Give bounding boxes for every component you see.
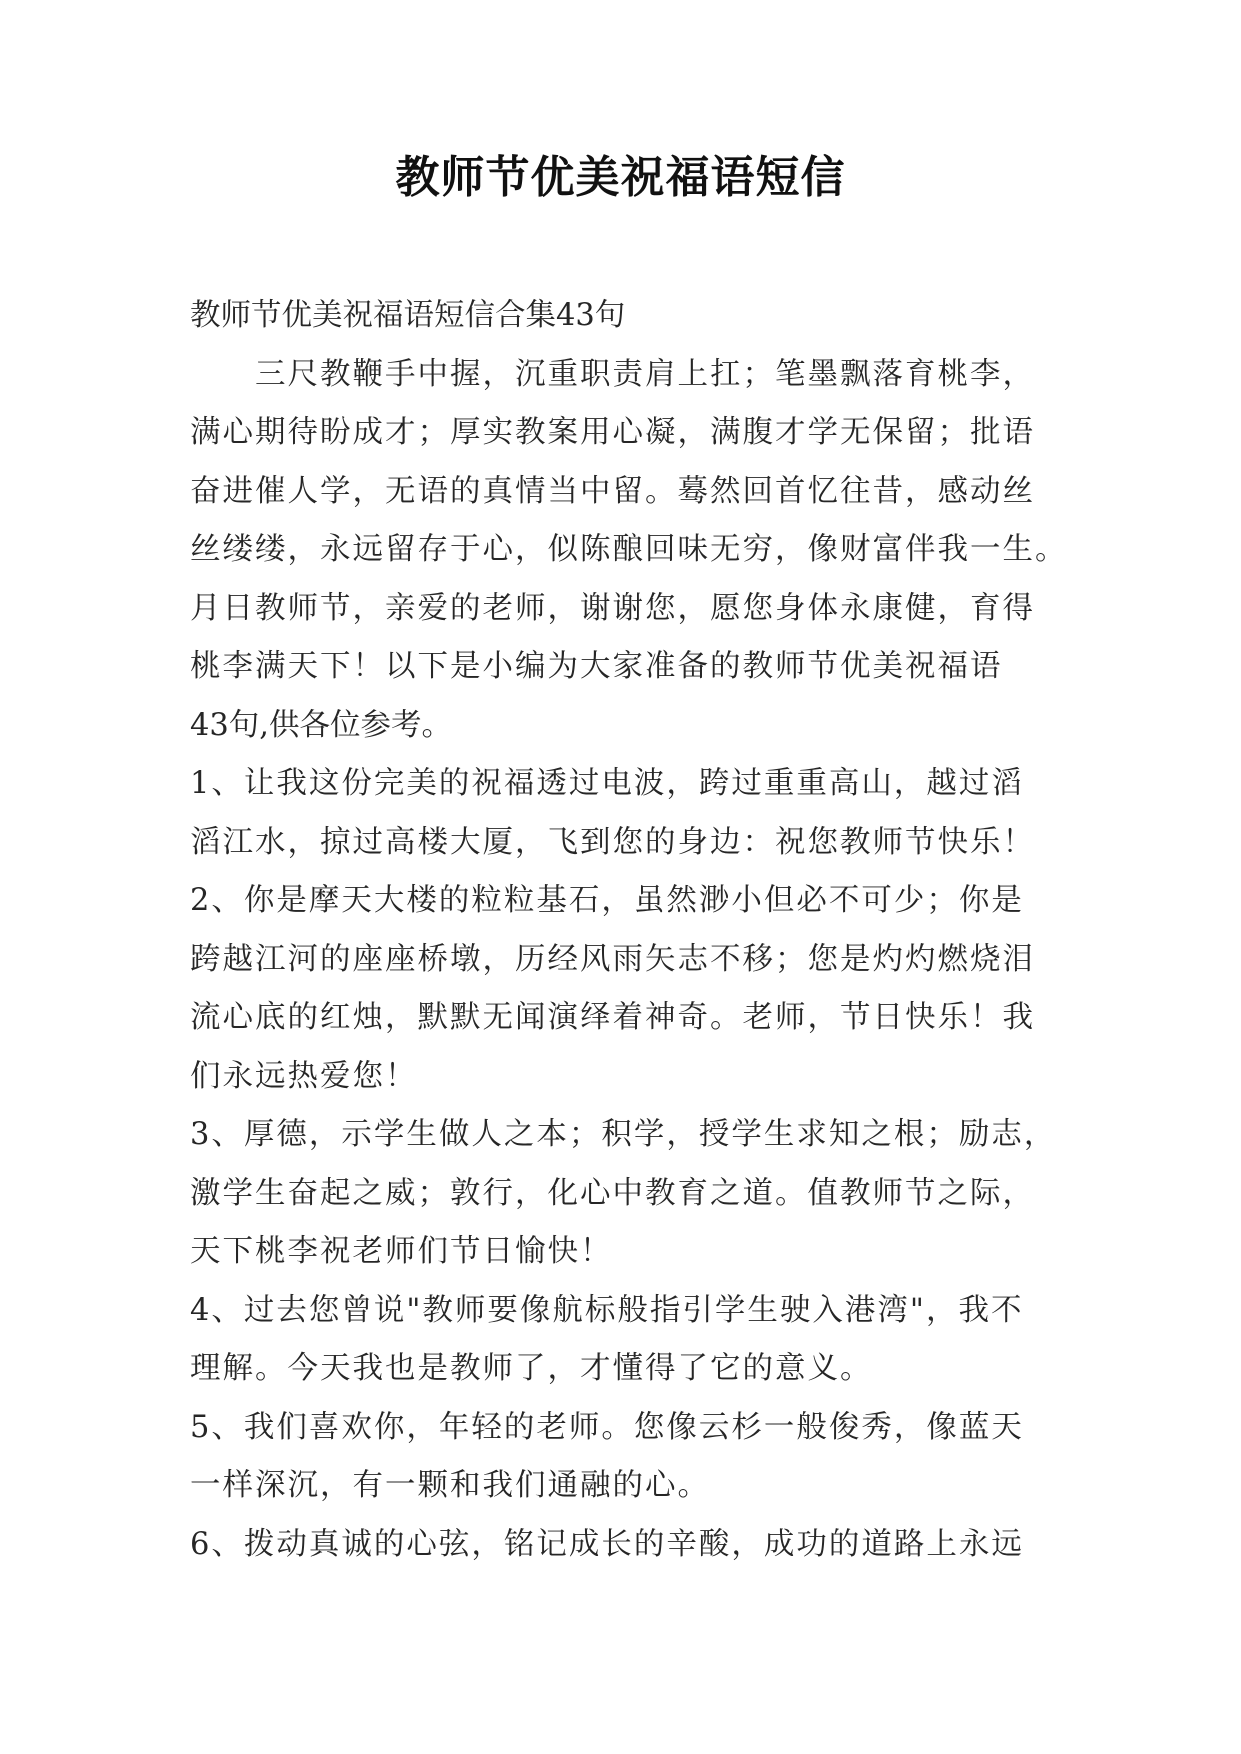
- list-item-line: 天下桃李祝老师们节日愉快！: [190, 1234, 613, 1269]
- paragraph-line: 奋进催人学，无语的真情当中留。蓦然回首忆往昔，感动丝: [190, 473, 1035, 509]
- list-item-line: 理解。今天我也是教师了，才懂得了它的意义。: [190, 1351, 873, 1386]
- list-item-line: 2、你是摩天大楼的粒粒基石，虽然渺小但必不可少；你是: [190, 883, 1024, 918]
- paragraph-line: 丝缕缕，永远留存于心，似陈酿回味无穷，像财富伴我一生。: [190, 532, 1068, 567]
- list-item-line: 滔江水，掠过高楼大厦，飞到您的身边：祝您教师节快乐！: [190, 824, 1035, 860]
- list-item-line: 一样深沉，有一颗和我们通融的心。: [190, 1468, 710, 1503]
- list-item-line: 6、拨动真诚的心弦，铭记成长的辛酸，成功的道路上永远: [190, 1526, 1024, 1562]
- list-item-line: 跨越江河的座座桥墩，历经风雨矢志不移；您是灼灼燃烧泪: [190, 941, 1035, 977]
- list-item-line: 5、我们喜欢你，年轻的老师。您像云杉一般俊秀，像蓝天: [190, 1409, 1024, 1445]
- list-item-line: 激学生奋起之威；敦行，化心中教育之道。值教师节之际，: [190, 1175, 1035, 1211]
- list-item-line: 们永远热爱您！: [190, 1058, 418, 1094]
- list-item-line: 流心底的红烛，默默无闻演绎着神奇。老师，节日快乐！我: [190, 1000, 1035, 1035]
- list-item-line: 3、厚德，示学生做人之本；积学，授学生求知之根；励志，: [190, 1117, 1057, 1152]
- list-item-line: 4、过去您曾说"教师要像航标般指引学生驶入港湾"，我不: [190, 1292, 1024, 1328]
- list-item-line: 1、让我这份完美的祝福透过电波，跨过重重高山，越过滔: [190, 766, 1024, 801]
- paragraph-line: 桃李满天下！以下是小编为大家准备的教师节优美祝福语: [190, 649, 1003, 684]
- paragraph-line: 三尺教鞭手中握，沉重职责肩上扛；笔墨飘落育桃李，: [190, 356, 1035, 392]
- paragraph-line: 月日教师节，亲爱的老师，谢谢您，愿您身体永康健，育得: [190, 590, 1035, 626]
- document-title: 教师节优美祝福语短信: [395, 152, 846, 203]
- intro-line: 教师节优美祝福语短信合集43句: [190, 298, 626, 333]
- paragraph-line: 43句,供各位参考。: [190, 707, 453, 743]
- document-body: [190, 287, 1070, 1574]
- paragraph-line: 满心期待盼成才；厚实教案用心凝，满腹才学无保留；批语: [190, 415, 1035, 450]
